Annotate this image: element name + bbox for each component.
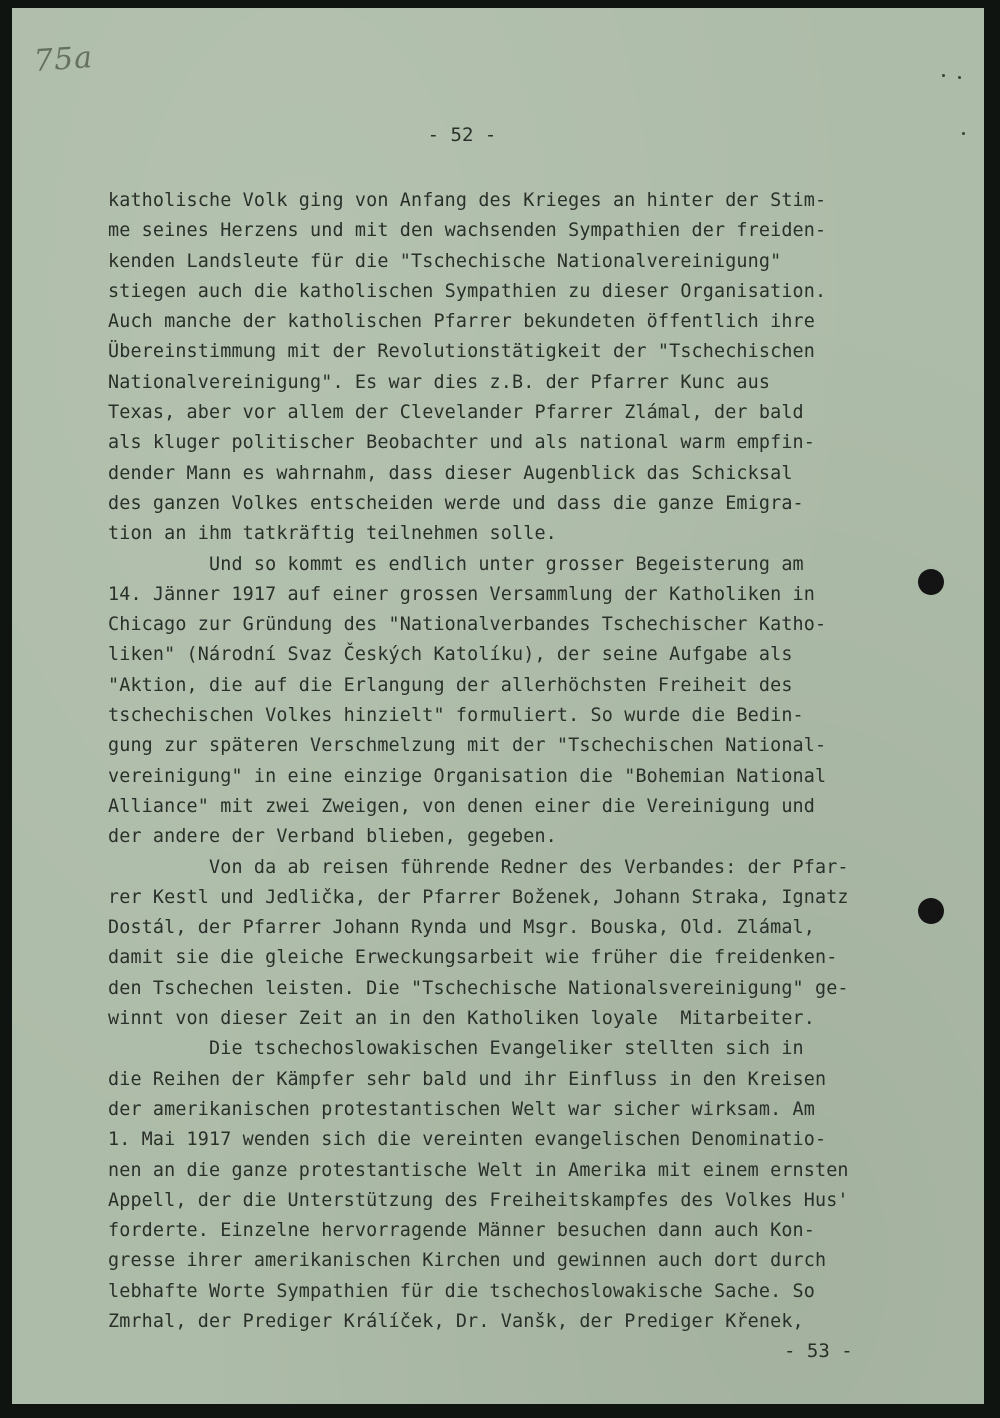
text-line: liken" (Národní Svaz Českých Katolíku), der seine Aufgabe als — [108, 644, 793, 666]
text-line: der andere der Verband blieben, gegeben. — [108, 826, 557, 848]
text-line: Nationalvereinigung". Es war dies z.B. der Pfarrer Kunc aus — [108, 371, 771, 393]
text-line: des ganzen Volkes entscheiden werde und dass die ganze Emigra- — [108, 492, 804, 514]
ink-speck — [942, 74, 945, 77]
text-line: Texas, aber vor allem der Clevelander Pfarrer Zlámal, der bald — [108, 402, 804, 424]
text-line: lebhafte Worte Sympathien für die tschechoslowakische Sache. So — [108, 1280, 815, 1302]
text-line: 1. Mai 1917 wenden sich die vereinten evangelischen Denominatio- — [108, 1129, 827, 1151]
text-line: Alliance" mit zwei Zweigen, von denen einer die Vereinigung und — [108, 795, 815, 817]
text-line: der amerikanischen protestantischen Welt war sicher wirksam. Am — [108, 1098, 815, 1120]
text-line: als kluger politischer Beobachter und als national warm empfin- — [108, 432, 815, 454]
text-line: nen an die ganze protestantische Welt in Amerika mit einem ernsten — [108, 1159, 849, 1181]
text-line: Übereinstimmung mit der Revolutionstätigkeit der "Tschechischen — [108, 341, 815, 363]
archive-folio-mark: 75a — [32, 39, 95, 80]
text-line: damit sie die gleiche Erweckungsarbeit wie früher die freidenken- — [108, 947, 838, 969]
text-line: "Aktion, die auf die Erlangung der allerhöchsten Freiheit des — [108, 674, 793, 696]
next-page-marker: - 53 - — [784, 1340, 853, 1362]
text-line: Die tschechoslowakischen Evangeliker stellten sich in — [108, 1038, 804, 1060]
text-line: vereinigung" in eine einzige Organisation die "Bohemian National — [108, 765, 827, 787]
punch-hole — [918, 569, 944, 595]
text-line: 14. Jänner 1917 auf einer grossen Versammlung der Katholiken in — [108, 583, 815, 605]
text-line: Dostál, der Pfarrer Johann Rynda und Msgr. Bouska, Old. Zlámal, — [108, 917, 815, 939]
text-line: Und so kommt es endlich unter grosser Begeisterung am — [108, 553, 804, 575]
text-line: tion an ihm tatkräftig teilnehmen solle. — [108, 523, 557, 545]
text-line: Chicago zur Gründung des "Nationalverbandes Tschechischer Katho- — [108, 614, 827, 636]
ink-speck — [962, 132, 965, 135]
text-line: stiegen auch die katholischen Sympathien zu dieser Organisation. — [108, 280, 827, 302]
text-line: Zmrhal, der Prediger Králíček, Dr. Vanšk, der Prediger Křenek, — [108, 1310, 804, 1332]
text-line: rer Kestl und Jedlička, der Pfarrer Boženek, Johann Straka, Ignatz — [108, 886, 849, 908]
document-page — [12, 8, 984, 1404]
text-line: Appell, der die Unterstützung des Freiheitskampfes des Volkes Hus' — [108, 1189, 849, 1211]
text-line: gresse ihrer amerikanischen Kirchen und gewinnen auch dort durch — [108, 1250, 827, 1272]
text-line: den Tschechen leisten. Die "Tschechische Nationalsvereinigung" ge- — [108, 977, 849, 999]
punch-hole — [918, 898, 944, 924]
text-line: katholische Volk ging von Anfang des Krieges an hinter der Stim- — [108, 190, 827, 211]
text-line: die Reihen der Kämpfer sehr bald und ihr Einfluss in den Kreisen — [108, 1068, 827, 1090]
ink-speck — [958, 76, 961, 79]
text-line: tschechischen Volkes hinzielt" formuliert. So wurde die Bedin- — [108, 705, 804, 727]
text-line: kenden Landsleute für die "Tschechische Nationalvereinigung" — [108, 250, 782, 272]
page-number: - 52 - — [427, 124, 497, 146]
text-line: me seines Herzens und mit den wachsenden Sympathien der freiden- — [108, 220, 827, 242]
typewritten-body-text — [108, 186, 928, 1337]
text-line: dender Mann es wahrnahm, dass dieser Augenblick das Schicksal — [108, 462, 793, 484]
text-line: forderte. Einzelne hervorragende Männer besuchen dann auch Kon- — [108, 1220, 815, 1242]
text-line: Auch manche der katholischen Pfarrer bekundeten öffentlich ihre — [108, 311, 815, 333]
text-line: Von da ab reisen führende Redner des Verbandes: der Pfar- — [108, 856, 849, 878]
text-line: winnt von dieser Zeit an in den Katholiken loyale Mitarbeiter. — [108, 1008, 815, 1030]
text-line: gung zur späteren Verschmelzung mit der "Tschechischen National- — [108, 735, 827, 757]
